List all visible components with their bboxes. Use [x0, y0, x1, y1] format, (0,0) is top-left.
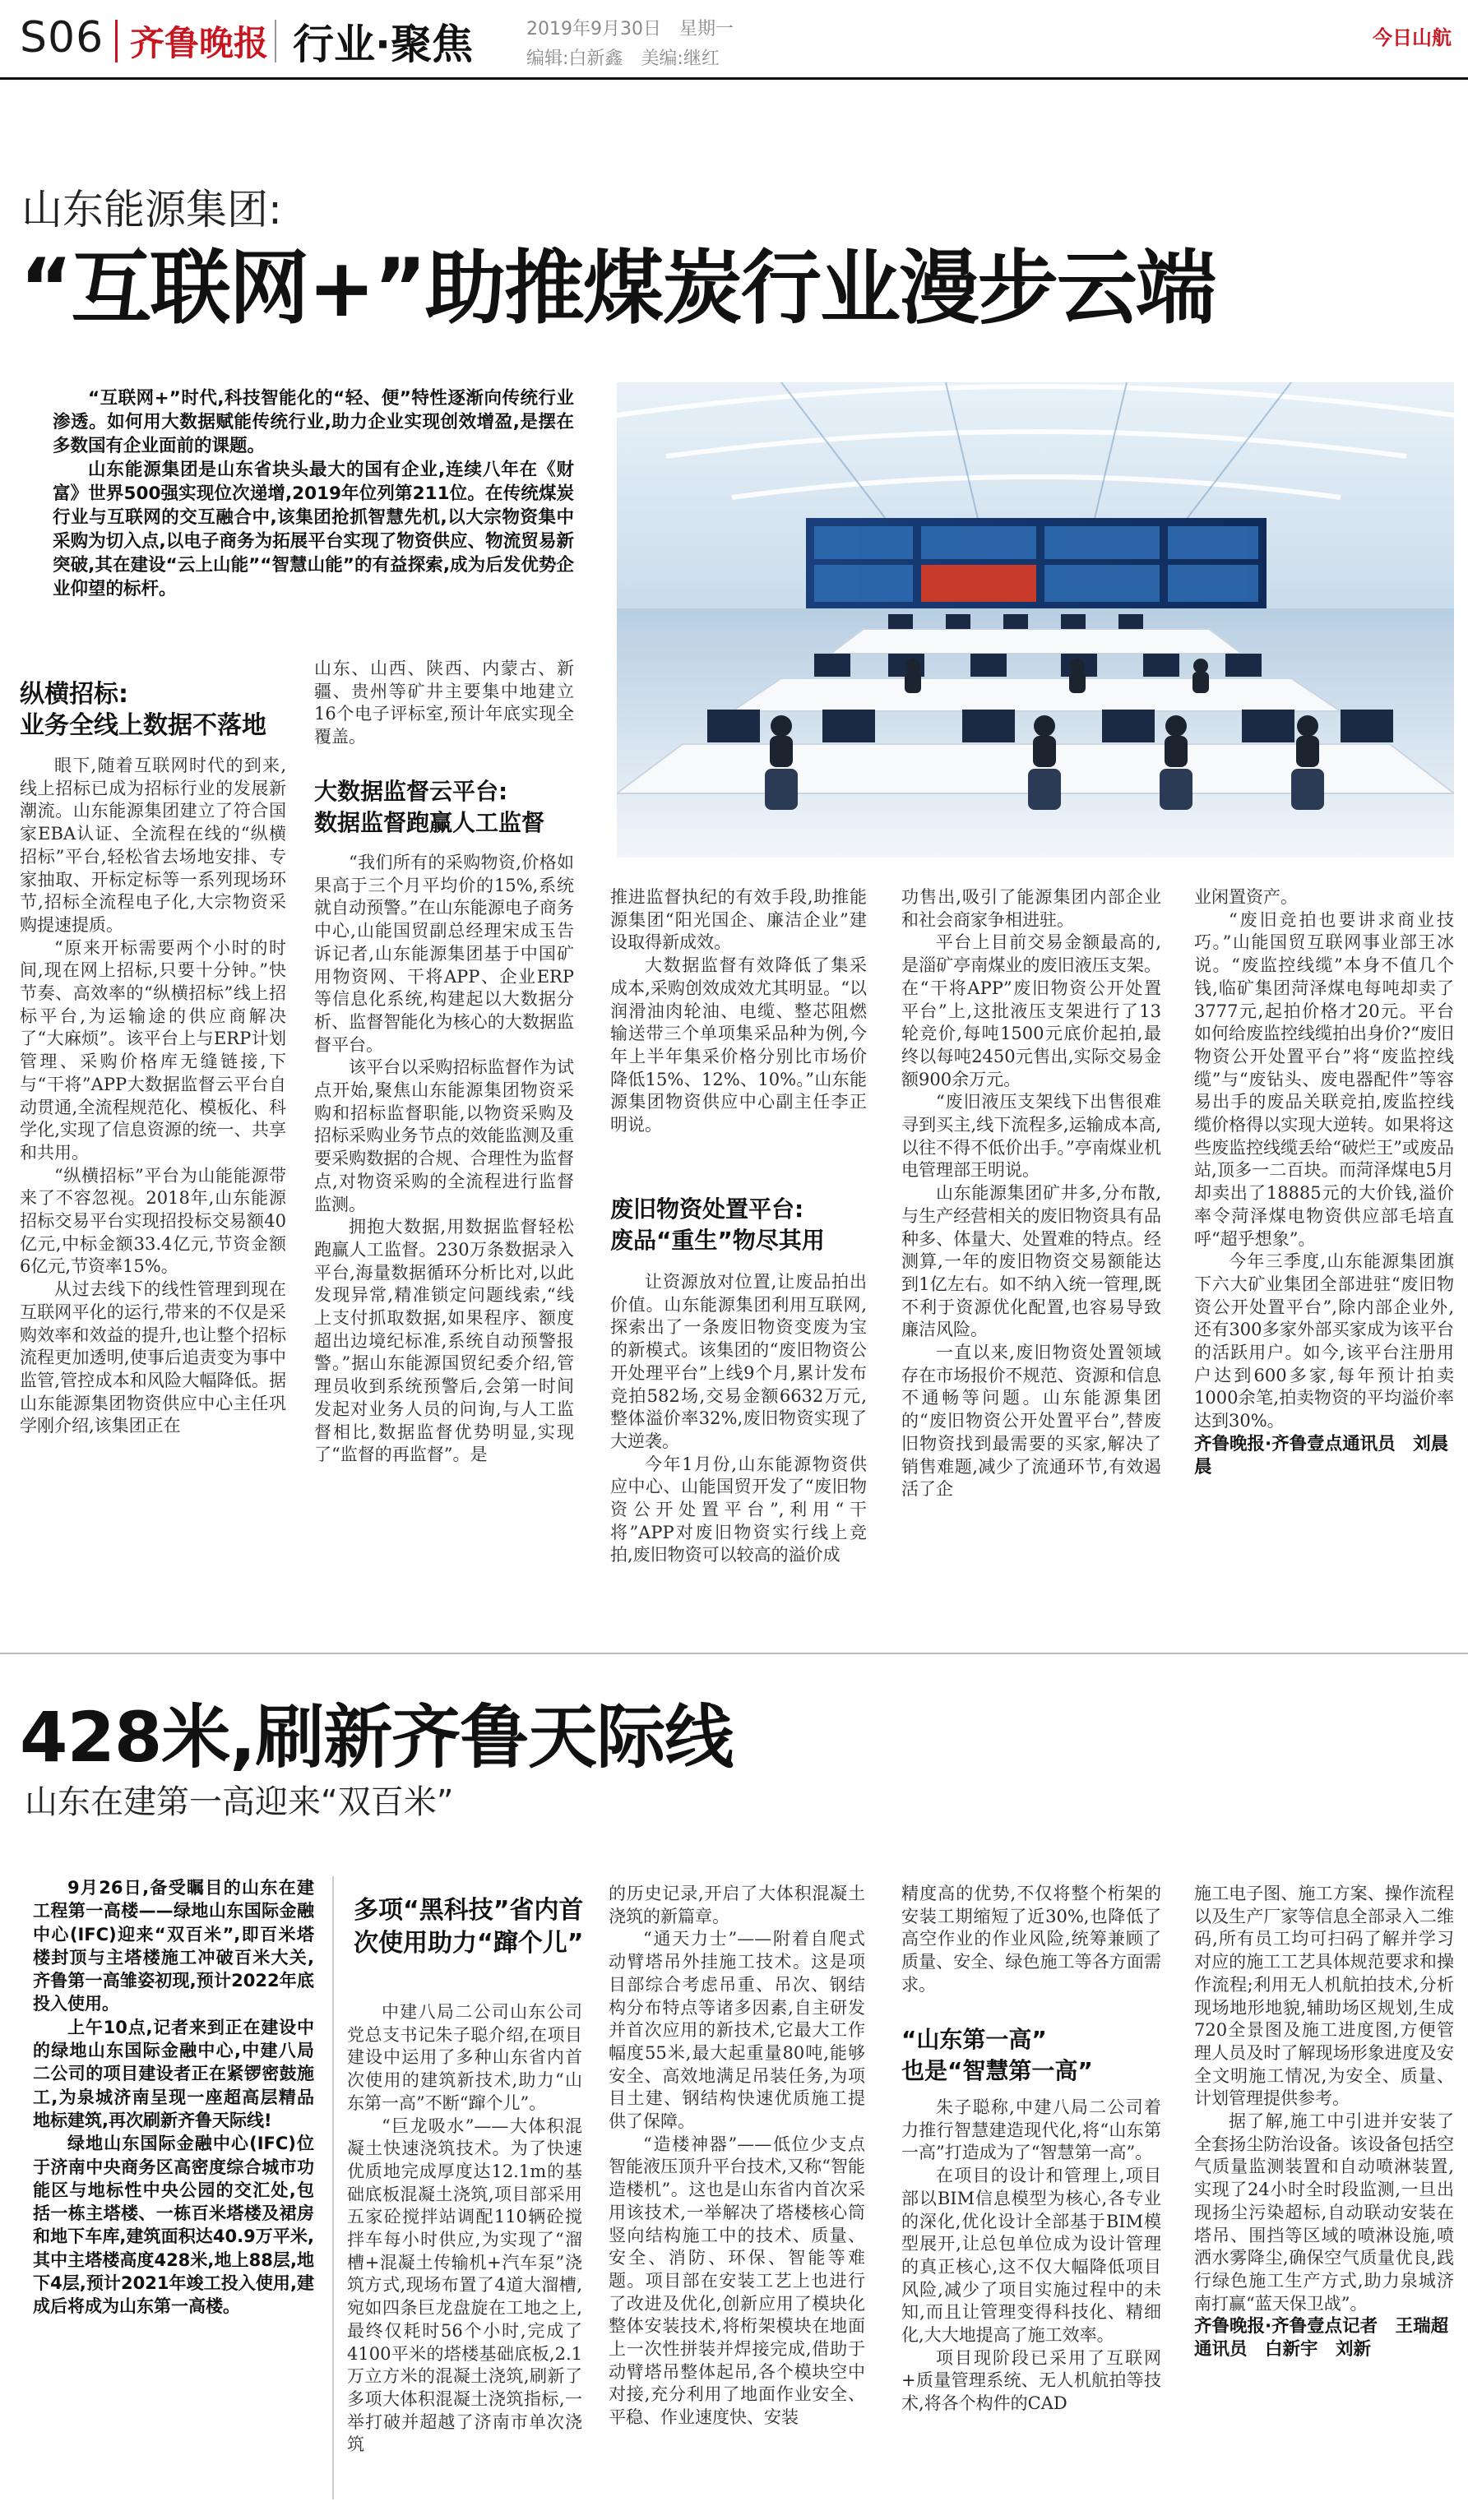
- paragraph: 精度高的优势,不仅将整个桁架的安装工期缩短了近30%,也降低了高空作业的作业风险,统筹兼顾了质量、安全、绿色施工等各方面需求。: [901, 1884, 1161, 1995]
- paragraph: 该平台以采购招标监督作为试点开始,聚焦山东能源集团物资采购和招标监督职能,以物资采购及招标采购业务节点的效能监测及重要采购数据的合规、合理性为监督点,对物资采购的全流程进行监督监测。: [314, 1057, 574, 1214]
- paragraph: 推进监督执纪的有效手段,助推能源集团“阳光国企、廉洁企业”建设取得新成效。: [610, 887, 867, 953]
- section-heading: 多项“黑科技”省内首次使用助力“蹿个儿”: [354, 1896, 584, 1958]
- control-room-photo: [617, 382, 1454, 858]
- paragraph: 山东、山西、陕西、内蒙古、新疆、贵州等矿井主要集中地建立16个电子评标室,预计年底实现全覆盖。: [314, 659, 574, 747]
- section-heading: 废旧物资处置平台: 废品“重生”物尽其用: [610, 1195, 825, 1254]
- page-number: S06: [20, 13, 104, 62]
- article-column: [901, 1883, 1161, 1997]
- paragraph: “通天力士”——附着自爬式动臂塔吊外挂施工技术。这是项目部综合考虑吊重、吊次、钢结构分布特点等诸多因素,自主研发并首次应用的新技术,它最大工作幅度55米,最大起重量80吨,能够安全、高效地满足吊装任务,为项目土建、钢结构快速优质施工提供了保障。: [609, 1929, 865, 2132]
- paragraph: “废旧液压支架线下出售很难寻到买主,线下流程多,运输成本高,以往不得不低价出手。”亭南煤业机电管理部王明说。: [901, 1092, 1161, 1181]
- header-rule: [0, 77, 1468, 80]
- article-divider: [0, 1653, 1468, 1654]
- paragraph: 一直以来,废旧物资处置领域存在市场报价不规范、资源和信息不通畅等问题。山东能源集团的“废旧物资公开处置平台”,替废旧物资找到最需要的买家,解决了销售难题,减少了流通环节,有效遏活了企: [901, 1343, 1161, 1500]
- header-divider: [115, 20, 118, 62]
- paragraph: 业闲置资产。: [1194, 887, 1298, 907]
- paragraph: “原来开标需要两个小时的时间,现在网上招标,只要十分钟。”快节奏、高效率的“纵横招标”线上招标平台,为运输途的供应商解决了“大麻烦”。该平台上与ERP计划管理、采购价格库无缝链接,下与“干将”APP大数据监督云平台自动贯通,全流程规范化、模板化、科学化,实现了信息资源的统一、共享和共用。: [20, 937, 286, 1163]
- article-headline: 428米,刷新齐鲁天际线: [20, 1697, 734, 1778]
- section-heading: “山东第一高” 也是“智慧第一高”: [901, 2026, 1093, 2084]
- article-subheadline: 山东在建第一高迎来“双百米”: [25, 1783, 454, 1821]
- paragraph: “废旧竞拍也要讲求商业技巧。”山能国贸互联网事业部王冰说。“废监控线缆”本身不值几个钱,临矿集团菏泽煤电每吨却卖了3777元,起拍价格才20元。平台如何给废监控线缆拍出身价?“废旧物资公开处置平台”将“废监控线缆”与“废钻头、废电器配件”等容易出手的废品关联竞拍,废监控线缆价格得以实现大逆转。如果将这些废监控线缆丢给“破烂王”或废品站,顶多一二百块。而菏泽煤电5月却卖出了18885元的大价钱,溢价率令菏泽煤电物资供应部毛培直呼“超乎想象”。: [1194, 909, 1454, 1249]
- paragraph: 今年1月份,山东能源物资供应中心、山能国贸开发了“废旧物资公开处置平台”,利用“干将”APP对废旧物资实行线上竞拍,废旧物资可以较高的溢价成: [610, 1454, 867, 1565]
- paragraph: “我们所有的采购物资,价格如果高于三个月平均价的15%,系统就自动预警。”在山东能源电子商务中心,山能国贸副总经理宋成玉告诉记者,山东能源集团基于中国矿用物资网、干将APP、企业ERP等信息化系统,构建起以大数据分析、监督智能化为核心的大数据监督平台。: [314, 853, 574, 1055]
- column-label: 今日山航: [1373, 26, 1452, 49]
- article-column: [20, 755, 286, 1438]
- article-kicker: 山东能源集团:: [21, 186, 282, 234]
- article-column: [347, 2001, 582, 2457]
- article-column: [1194, 1883, 1466, 2361]
- paragraph: 让资源放对位置,让废品拍出价值。山东能源集团利用互联网,探索出了一条废旧物资变废为宝的新模式。该集团的“废旧物资公开处理平台”上线9个月,累计发布竞拍582场,交易金额6632万元,整体溢价率32%,废旧物资实现了大逆袭。: [610, 1272, 867, 1451]
- paragraph: 今年三季度,山东能源集团旗下六大矿业集团全部进驻“废旧物资公开处置平台”,除内部企业外,还有300多家外部买家成为该平台的活跃用户。如今,该平台注册用户达到600多家,每年预计拍卖1000余笔,拍卖物资的平均溢价率达到30%。: [1194, 1251, 1454, 1431]
- editor-credits: 编辑:白新鑫 美编:继红: [526, 49, 720, 69]
- paragraph: 9月26日,备受瞩目的山东在建工程第一高楼——绿地山东国际金融中心(IFC)迎来“双百米”,即百米塔楼封顶与主塔楼施工冲破百米大关,齐鲁第一高雏姿初现,预计2022年底投入使用。: [33, 1878, 314, 2014]
- byline: 齐鲁晚报·齐鲁壹点记者 王瑞超 通讯员 白新宇 刘新: [1194, 2316, 1466, 2360]
- paragraph: 据了解,施工中引进并安装了全套扬尘防治设备。该设备包括空气质量监测装置和自动喷淋装置,实现了24小时全时段监测,一旦出现扬尘污染超标,自动联动安装在塔吊、围挡等区域的喷淋设施,喷洒水雾降尘,确保空气质量优良,践行绿色施工生产方式,助力泉城济南打赢“蓝天保卫战”。: [1194, 2111, 1454, 2314]
- paragraph: 项目现阶段已采用了互联网+质量管理系统、无人机航拍等技术,将各个构件的CAD: [901, 2347, 1161, 2414]
- byline: 齐鲁晚报·齐鲁壹点通讯员 刘晨晨: [1194, 1433, 1449, 1477]
- paragraph: 平台上目前交易金额最高的,是淄矿亭南煤业的废旧液压支架。在“干将APP”废旧物资公开处置平台”上,这批液压支架进行了13轮竞价,每吨1500元底价起拍,最终以每吨2450元售出,实际交易金额900余万元。: [901, 932, 1161, 1089]
- article-headline: “互联网+”助推煤炭行业漫步云端: [20, 242, 1215, 335]
- paragraph: “纵横招标”平台为山能能源带来了不容忽视。2018年,山东能源招标交易平台实现招投标交易额40亿元,中标金额33.4亿元,节资金额6亿元,节资率15%。: [20, 1165, 286, 1277]
- paragraph: 施工电子图、施工方案、操作流程以及生产厂家等信息全部录入二维码,所有员工均可扫码了解并学习对应的施工工艺具体规范要求和操作流程;利用无人机航拍技术,分析现场地形地貌,辅助场区规划,生成720全景图及施工进度图,方便管理人员及时了解现场形象进度及安全文明施工情况,为安全、质量、计划管理提供参考。: [1194, 1884, 1454, 2109]
- paragraph: 中建八局二公司山东公司党总支书记朱子聪介绍,在项目建设中运用了多种山东省内首次使用的建筑新技术,助力“山东第一高”不断“蹿个儿”。: [347, 2002, 582, 2113]
- paragraph: 在项目的设计和管理上,项目部以BIM信息模型为核心,各专业的深化,优化设计全部基于BIM模型展开,让总包单位成为设计管理的真正核心,这不仅大幅降低项目风险,减少了项目实施过程中的未知,而且让管理变得科技化、精细化,大大地提高了施工效率。: [901, 2166, 1161, 2346]
- article-column: [1194, 886, 1454, 1479]
- article-column: [314, 852, 574, 1467]
- article-column: [314, 658, 574, 749]
- issue-date: 2019年9月30日 星期一: [526, 19, 734, 39]
- section-heading: 大数据监督云平台: 数据监督跑赢人工监督: [314, 778, 545, 836]
- column-rule: [332, 1876, 334, 2499]
- article-column: [609, 1883, 865, 2430]
- paragraph: 功售出,吸引了能源集团内部企业和社会商家争相进驻。: [901, 887, 1161, 930]
- paragraph: 拥抱大数据,用数据监督轻松跑赢人工监督。230万条数据录入平台,海量数据循环分析比对,以此发现异常,精准锁定问题线索,“线上支付抓取数据,如果程序、额度超出边境纪标准,系统自动预警报警。”据山东能源国贸纪委介绍,管理员收到系统预警后,会第一时间发起对业务人员的问询,与人工监督相比,数据监督优势明显,实现了“监督的再监督”。是: [314, 1217, 574, 1465]
- paragraph: 朱子聪称,中建八局二公司着力推行智慧建造现代化,将“山东第一高”打造成为了“智慧第一高”。: [901, 2097, 1161, 2163]
- article-column: [901, 2097, 1161, 2416]
- paragraph: “巨龙吸水”——大体积混凝土快速浇筑技术。为了快速优质地完成厚度达12.1m的基础底板混凝土浇筑,项目部采用五家砼搅拌站调配110辆砼搅拌车每小时供应,为实现了“溜槽+混凝土传输机+汽车泵”浇筑方式,现场布置了4道大溜槽,宛如四条巨龙盘旋在工地之上,最终仅耗时56个小时,完成了4100平米的塔楼基础底板,2.1万立方米的混凝土浇筑,刷新了多项大体积混凝土浇筑指标,一举打破并超越了济南市单次浇筑: [347, 2115, 582, 2455]
- article-column: [610, 886, 867, 1137]
- lead-paragraph: 山东能源集团是山东省块头最大的国有企业,连续八年在《财富》世界500强实现位次递增,2019年位列第211位。在传统煤炭行业与互联网的交互融合中,该集团抢抓智慧先机,以大宗物资集中采购为切入点,以电子商务为拓展平台实现了物资供应、物流贸易新突破,其在建设“云上山能”“智慧山能”的有益探索,成为后发优势企业仰望的标杆。: [53, 460, 574, 599]
- article-lead: [53, 386, 574, 601]
- paragraph: “造楼神器”——低位少支点智能液压顶升平台技术,又称“智能造楼机”。这也是山东省内首次采用该技术,一举解决了塔楼核心筒竖向结构施工中的技术、质量、安全、消防、环保、智能等难题。项目部在安装工艺上也进行了改进及优化,创新应用了模块化整体安装技术,将桁架模块在地面上一次性拼装并焊接完成,借助于动臂塔吊整体起吊,各个模块空中对接,充分利用了地面作业安全、平稳、作业速度快、安装: [609, 2134, 865, 2428]
- paragraph: 绿地山东国际金融中心(IFC)位于济南中央商务区高密度综合城市功能区与地标性中央公园的交汇处,包括一栋主塔楼、一栋百米塔楼及裙房和地下车库,建筑面积达40.9万平米,其中主塔楼高度428米,地上88层,地下4层,预计2021年竣工投入使用,建成后将成为山东第一高楼。: [33, 2134, 314, 2317]
- paragraph: 从过去线下的线性管理到现在互联网平化的运行,带来的不仅是采购效率和效益的提升,也让整个招标流程更加透明,使事后追责变为事中监管,管控成本和风险大幅降低。据山东能源集团物资供应中心主任巩学刚介绍,该集团正在: [20, 1279, 286, 1436]
- paragraph: 大数据监督有效降低了集采成本,采购创效成效尤其明显。“以润滑油肉轮油、电缆、整芯阻燃输送带三个单项集采品种为例,今年上半年集采价格分别比市场价降低15%、12%、10%。”山东能源集团物资供应中心副主任李正明说。: [610, 955, 867, 1135]
- paragraph: 的历史记录,开启了大体积混凝土浇筑的新篇章。: [609, 1884, 865, 1926]
- article-lead-box: [33, 1876, 314, 2319]
- header-divider: [275, 20, 276, 62]
- lead-paragraph: “互联网+”时代,科技智能化的“轻、便”特性逐渐向传统行业渗透。如何用大数据赋能传统行业,助力企业实现创效增盈,是摆在多数国有企业面前的课题。: [53, 388, 574, 456]
- paragraph: 上午10点,记者来到正在建设中的绿地山东国际金融中心,中建八局二公司的项目建设者正在紧锣密鼓施工,为泉城济南呈现一座超高层精品地标建筑,再次刷新齐鲁天际线!: [33, 2017, 314, 2130]
- section-heading: 纵横招标: 业务全线上数据不落地: [20, 680, 266, 740]
- article-column: [610, 1271, 867, 1567]
- article-column: [901, 886, 1161, 1501]
- paragraph: 眼下,随着互联网时代的到来,线上招标已成为招标行业的发展新潮流。山东能源集团建立了符合国家EBA认证、全流程在线的“纵横招标”平台,轻松省去场地安排、专家抽取、开标定标等一系列现场环节,招标全流程电子化,大宗物资采购提速提质。: [20, 756, 286, 935]
- paragraph: 山东能源集团矿井多,分布散,与生产经营相关的废旧物资具有品种多、体量大、处置难的特点。经测算,一年的废旧物资交易额能达到1亿左右。如不纳入统一管理,既不利于资源优化配置,也容易导致廉洁风险。: [901, 1183, 1161, 1340]
- control-room-illustration: [617, 382, 1454, 858]
- newspaper-logo: 齐鲁晚报: [130, 23, 269, 63]
- section-title: 行业·聚焦: [293, 21, 473, 68]
